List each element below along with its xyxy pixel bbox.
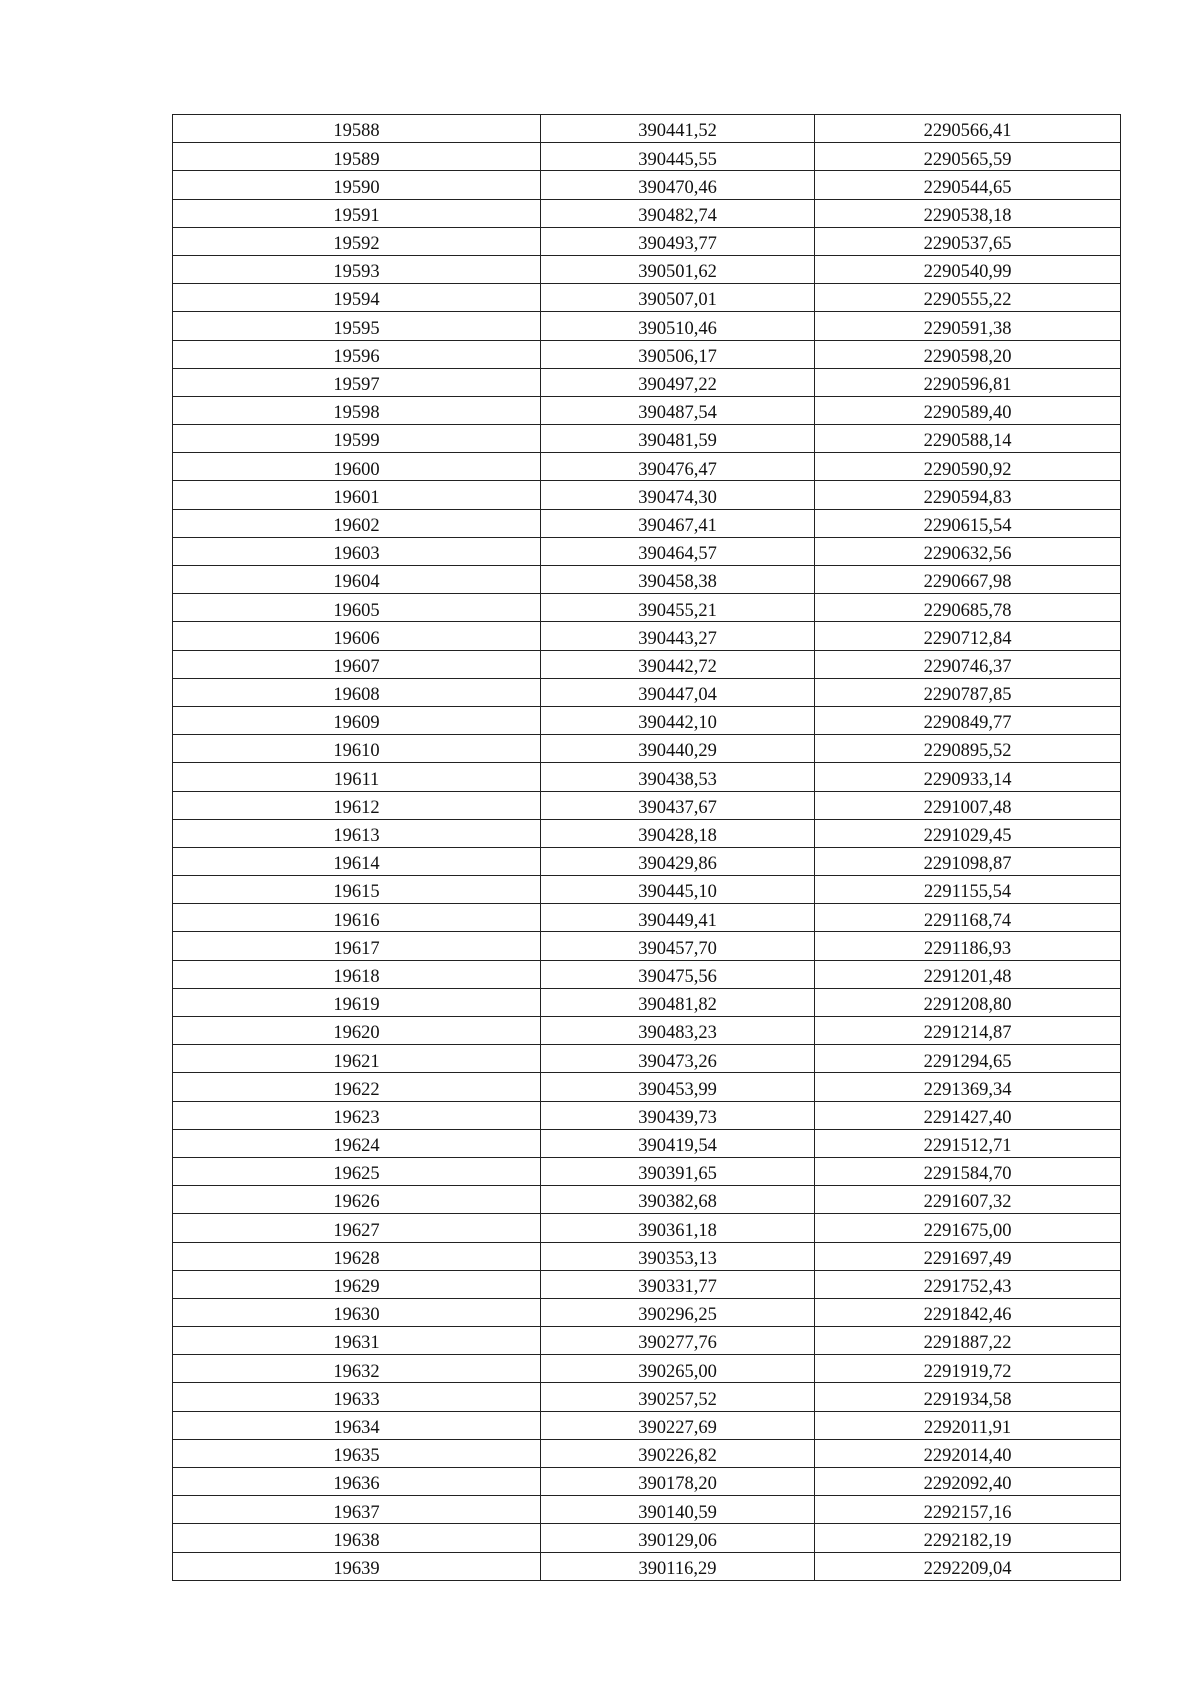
table-row	[173, 1045, 1121, 1073]
y-coordinate-cell: 2290685,78	[815, 594, 1121, 622]
y-coordinate-cell: 2290538,18	[815, 199, 1121, 227]
x-coordinate-cell: 390429,86	[541, 847, 815, 875]
y-coordinate-cell: 2291186,93	[815, 932, 1121, 960]
point-number-cell: 19629	[173, 1270, 541, 1298]
x-coordinate-cell: 390445,10	[541, 876, 815, 904]
y-coordinate-cell: 2291155,54	[815, 876, 1121, 904]
point-number-cell: 19636	[173, 1468, 541, 1496]
point-number-cell: 19635	[173, 1439, 541, 1467]
table-row	[173, 481, 1121, 509]
point-number-cell: 19606	[173, 622, 541, 650]
y-coordinate-cell: 2291168,74	[815, 904, 1121, 932]
point-number-cell: 19612	[173, 791, 541, 819]
x-coordinate-cell: 390437,67	[541, 791, 815, 819]
table-row	[173, 171, 1121, 199]
x-coordinate-cell: 390382,68	[541, 1186, 815, 1214]
point-number-cell: 19600	[173, 453, 541, 481]
point-number-cell: 19604	[173, 566, 541, 594]
point-number-cell: 19616	[173, 904, 541, 932]
table-row	[173, 566, 1121, 594]
y-coordinate-cell: 2290895,52	[815, 735, 1121, 763]
point-number-cell: 19588	[173, 115, 541, 143]
y-coordinate-cell: 2290667,98	[815, 566, 1121, 594]
table-row	[173, 368, 1121, 396]
point-number-cell: 19626	[173, 1186, 541, 1214]
table-row	[173, 735, 1121, 763]
y-coordinate-cell: 2290598,20	[815, 340, 1121, 368]
y-coordinate-cell: 2291752,43	[815, 1270, 1121, 1298]
x-coordinate-cell: 390481,59	[541, 425, 815, 453]
table-row	[173, 1298, 1121, 1326]
y-coordinate-cell: 2291098,87	[815, 847, 1121, 875]
table-row	[173, 1552, 1121, 1580]
point-number-cell: 19622	[173, 1073, 541, 1101]
x-coordinate-cell: 390483,23	[541, 1017, 815, 1045]
y-coordinate-cell: 2292209,04	[815, 1552, 1121, 1580]
table-row	[173, 1468, 1121, 1496]
table-row	[173, 1073, 1121, 1101]
y-coordinate-cell: 2290590,92	[815, 453, 1121, 481]
y-coordinate-cell: 2292157,16	[815, 1496, 1121, 1524]
x-coordinate-cell: 390277,76	[541, 1327, 815, 1355]
y-coordinate-cell: 2291029,45	[815, 819, 1121, 847]
y-coordinate-cell: 2290591,38	[815, 312, 1121, 340]
x-coordinate-cell: 390445,55	[541, 143, 815, 171]
y-coordinate-cell: 2291007,48	[815, 791, 1121, 819]
point-number-cell: 19590	[173, 171, 541, 199]
table-row	[173, 1186, 1121, 1214]
y-coordinate-cell: 2291427,40	[815, 1101, 1121, 1129]
table-row	[173, 255, 1121, 283]
table-row	[173, 1101, 1121, 1129]
y-coordinate-cell: 2292182,19	[815, 1524, 1121, 1552]
y-coordinate-cell: 2291512,71	[815, 1129, 1121, 1157]
table-row	[173, 763, 1121, 791]
point-number-cell: 19631	[173, 1327, 541, 1355]
point-number-cell: 19619	[173, 988, 541, 1016]
y-coordinate-cell: 2290746,37	[815, 650, 1121, 678]
y-coordinate-cell: 2291887,22	[815, 1327, 1121, 1355]
point-number-cell: 19594	[173, 284, 541, 312]
y-coordinate-cell: 2290596,81	[815, 368, 1121, 396]
point-number-cell: 19607	[173, 650, 541, 678]
point-number-cell: 19613	[173, 819, 541, 847]
point-number-cell: 19596	[173, 340, 541, 368]
y-coordinate-cell: 2291675,00	[815, 1214, 1121, 1242]
table-row	[173, 227, 1121, 255]
y-coordinate-cell: 2292011,91	[815, 1411, 1121, 1439]
x-coordinate-cell: 390428,18	[541, 819, 815, 847]
x-coordinate-cell: 390474,30	[541, 481, 815, 509]
table-row	[173, 904, 1121, 932]
table-row	[173, 1129, 1121, 1157]
table-row	[173, 876, 1121, 904]
x-coordinate-cell: 390442,10	[541, 706, 815, 734]
y-coordinate-cell: 2290849,77	[815, 706, 1121, 734]
x-coordinate-cell: 390497,22	[541, 368, 815, 396]
point-number-cell: 19602	[173, 509, 541, 537]
table-row	[173, 199, 1121, 227]
point-number-cell: 19638	[173, 1524, 541, 1552]
point-number-cell: 19609	[173, 706, 541, 734]
y-coordinate-cell: 2291919,72	[815, 1355, 1121, 1383]
table-row	[173, 453, 1121, 481]
y-coordinate-cell: 2292092,40	[815, 1468, 1121, 1496]
table-row	[173, 1411, 1121, 1439]
y-coordinate-cell: 2291214,87	[815, 1017, 1121, 1045]
x-coordinate-cell: 390473,26	[541, 1045, 815, 1073]
table-row	[173, 1214, 1121, 1242]
point-number-cell: 19623	[173, 1101, 541, 1129]
point-number-cell: 19618	[173, 960, 541, 988]
point-number-cell: 19601	[173, 481, 541, 509]
table-row	[173, 1439, 1121, 1467]
x-coordinate-cell: 390443,27	[541, 622, 815, 650]
table-row	[173, 819, 1121, 847]
y-coordinate-cell: 2291607,32	[815, 1186, 1121, 1214]
x-coordinate-cell: 390449,41	[541, 904, 815, 932]
x-coordinate-cell: 390464,57	[541, 537, 815, 565]
coordinate-table-body	[173, 115, 1121, 1581]
x-coordinate-cell: 390493,77	[541, 227, 815, 255]
y-coordinate-cell: 2290589,40	[815, 396, 1121, 424]
point-number-cell: 19597	[173, 368, 541, 396]
point-number-cell: 19625	[173, 1157, 541, 1185]
point-number-cell: 19610	[173, 735, 541, 763]
table-row	[173, 594, 1121, 622]
table-row	[173, 537, 1121, 565]
y-coordinate-cell: 2291208,80	[815, 988, 1121, 1016]
point-number-cell: 19611	[173, 763, 541, 791]
point-number-cell: 19632	[173, 1355, 541, 1383]
x-coordinate-cell: 390467,41	[541, 509, 815, 537]
y-coordinate-cell: 2292014,40	[815, 1439, 1121, 1467]
point-number-cell: 19595	[173, 312, 541, 340]
x-coordinate-cell: 390481,82	[541, 988, 815, 1016]
x-coordinate-cell: 390140,59	[541, 1496, 815, 1524]
x-coordinate-cell: 390455,21	[541, 594, 815, 622]
y-coordinate-cell: 2290632,56	[815, 537, 1121, 565]
x-coordinate-cell: 390419,54	[541, 1129, 815, 1157]
y-coordinate-cell: 2290787,85	[815, 678, 1121, 706]
x-coordinate-cell: 390476,47	[541, 453, 815, 481]
table-row	[173, 1383, 1121, 1411]
y-coordinate-cell: 2290540,99	[815, 255, 1121, 283]
x-coordinate-cell: 390361,18	[541, 1214, 815, 1242]
table-row	[173, 650, 1121, 678]
table-row	[173, 425, 1121, 453]
y-coordinate-cell: 2290594,83	[815, 481, 1121, 509]
x-coordinate-cell: 390475,56	[541, 960, 815, 988]
y-coordinate-cell: 2291201,48	[815, 960, 1121, 988]
x-coordinate-cell: 390129,06	[541, 1524, 815, 1552]
x-coordinate-cell: 390439,73	[541, 1101, 815, 1129]
table-row	[173, 143, 1121, 171]
x-coordinate-cell: 390457,70	[541, 932, 815, 960]
x-coordinate-cell: 390441,52	[541, 115, 815, 143]
x-coordinate-cell: 390510,46	[541, 312, 815, 340]
x-coordinate-cell: 390507,01	[541, 284, 815, 312]
x-coordinate-cell: 390438,53	[541, 763, 815, 791]
point-number-cell: 19627	[173, 1214, 541, 1242]
y-coordinate-cell: 2291294,65	[815, 1045, 1121, 1073]
table-row	[173, 1157, 1121, 1185]
y-coordinate-cell: 2291369,34	[815, 1073, 1121, 1101]
y-coordinate-cell: 2290544,65	[815, 171, 1121, 199]
x-coordinate-cell: 390442,72	[541, 650, 815, 678]
table-row	[173, 396, 1121, 424]
x-coordinate-cell: 390116,29	[541, 1552, 815, 1580]
table-row	[173, 1270, 1121, 1298]
point-number-cell: 19589	[173, 143, 541, 171]
y-coordinate-cell: 2290565,59	[815, 143, 1121, 171]
x-coordinate-cell: 390440,29	[541, 735, 815, 763]
table-row	[173, 115, 1121, 143]
point-number-cell: 19593	[173, 255, 541, 283]
table-row	[173, 791, 1121, 819]
table-row	[173, 509, 1121, 537]
point-number-cell: 19617	[173, 932, 541, 960]
y-coordinate-cell: 2291934,58	[815, 1383, 1121, 1411]
y-coordinate-cell: 2291584,70	[815, 1157, 1121, 1185]
y-coordinate-cell: 2290537,65	[815, 227, 1121, 255]
coordinate-table	[172, 114, 1121, 1581]
point-number-cell: 19621	[173, 1045, 541, 1073]
x-coordinate-cell: 390331,77	[541, 1270, 815, 1298]
table-row	[173, 1355, 1121, 1383]
point-number-cell: 19620	[173, 1017, 541, 1045]
point-number-cell: 19628	[173, 1242, 541, 1270]
table-row	[173, 706, 1121, 734]
table-row	[173, 622, 1121, 650]
x-coordinate-cell: 390226,82	[541, 1439, 815, 1467]
x-coordinate-cell: 390447,04	[541, 678, 815, 706]
point-number-cell: 19630	[173, 1298, 541, 1326]
table-row	[173, 988, 1121, 1016]
table-row	[173, 340, 1121, 368]
point-number-cell: 19599	[173, 425, 541, 453]
point-number-cell: 19591	[173, 199, 541, 227]
point-number-cell: 19614	[173, 847, 541, 875]
point-number-cell: 19624	[173, 1129, 541, 1157]
point-number-cell: 19608	[173, 678, 541, 706]
x-coordinate-cell: 390458,38	[541, 566, 815, 594]
table-row	[173, 1327, 1121, 1355]
table-row	[173, 1524, 1121, 1552]
x-coordinate-cell: 390265,00	[541, 1355, 815, 1383]
table-row	[173, 1017, 1121, 1045]
x-coordinate-cell: 390257,52	[541, 1383, 815, 1411]
x-coordinate-cell: 390482,74	[541, 199, 815, 227]
table-row	[173, 1242, 1121, 1270]
y-coordinate-cell: 2291842,46	[815, 1298, 1121, 1326]
point-number-cell: 19598	[173, 396, 541, 424]
point-number-cell: 19603	[173, 537, 541, 565]
table-row	[173, 284, 1121, 312]
y-coordinate-cell: 2291697,49	[815, 1242, 1121, 1270]
point-number-cell: 19639	[173, 1552, 541, 1580]
x-coordinate-cell: 390296,25	[541, 1298, 815, 1326]
point-number-cell: 19637	[173, 1496, 541, 1524]
table-row	[173, 678, 1121, 706]
y-coordinate-cell: 2290555,22	[815, 284, 1121, 312]
y-coordinate-cell: 2290933,14	[815, 763, 1121, 791]
x-coordinate-cell: 390353,13	[541, 1242, 815, 1270]
x-coordinate-cell: 390453,99	[541, 1073, 815, 1101]
x-coordinate-cell: 390501,62	[541, 255, 815, 283]
y-coordinate-cell: 2290588,14	[815, 425, 1121, 453]
table-row	[173, 960, 1121, 988]
point-number-cell: 19592	[173, 227, 541, 255]
point-number-cell: 19634	[173, 1411, 541, 1439]
x-coordinate-cell: 390391,65	[541, 1157, 815, 1185]
y-coordinate-cell: 2290566,41	[815, 115, 1121, 143]
table-row	[173, 1496, 1121, 1524]
y-coordinate-cell: 2290615,54	[815, 509, 1121, 537]
x-coordinate-cell: 390506,17	[541, 340, 815, 368]
x-coordinate-cell: 390178,20	[541, 1468, 815, 1496]
y-coordinate-cell: 2290712,84	[815, 622, 1121, 650]
point-number-cell: 19615	[173, 876, 541, 904]
table-row	[173, 847, 1121, 875]
x-coordinate-cell: 390227,69	[541, 1411, 815, 1439]
point-number-cell: 19633	[173, 1383, 541, 1411]
x-coordinate-cell: 390470,46	[541, 171, 815, 199]
table-row	[173, 932, 1121, 960]
x-coordinate-cell: 390487,54	[541, 396, 815, 424]
table-row	[173, 312, 1121, 340]
point-number-cell: 19605	[173, 594, 541, 622]
